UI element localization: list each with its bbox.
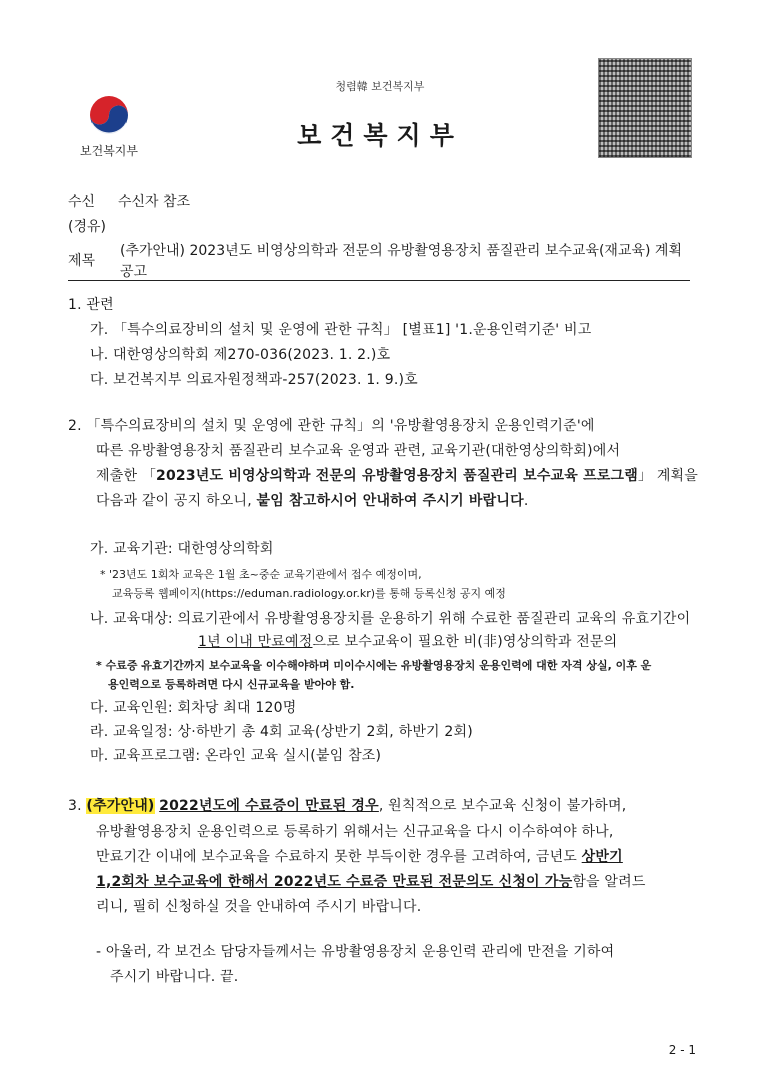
recipient-value: 수신자 참조 bbox=[118, 194, 191, 210]
qr-code bbox=[598, 58, 692, 158]
header-divider bbox=[68, 280, 690, 281]
closing-line-1: - 아울러, 각 보건소 담당자들께서는 유방촬영용장치 운용인력 관리에 만전을 기하여 bbox=[96, 944, 615, 960]
item-ma: 마. 교육프로그램: 온라인 교육 실시(붙임 참조) bbox=[90, 748, 382, 764]
section1-item: 가. 「특수의료장비의 설치 및 운영에 관한 규칙」 [별표1] '1.운용인력기준' 비고 bbox=[90, 322, 592, 338]
request-emphasis: 붙임 참고하시어 안내하여 주시기 바랍니다 bbox=[256, 493, 524, 509]
slogan: 청렴韓 보건복지부 bbox=[335, 80, 425, 93]
subject-line-2: 공고 bbox=[120, 264, 148, 280]
note-ga-2: 교육등록 웹페이지(https://eduman.radiology.or.kr)를 통해 등록신청 공지 예정 bbox=[112, 587, 506, 600]
section3-line: 만료기간 이내에 보수교육을 수료하지 못한 부득이한 경우를 고려하여, 금년도 상반기 bbox=[96, 849, 623, 865]
logo-label: 보건복지부 bbox=[80, 144, 138, 158]
section3-line: 유방촬영용장치 운용인력으로 등록하기 위해서는 신규교육을 다시 이수하여야 하나, bbox=[96, 824, 614, 840]
item-ra: 라. 교육일정: 상·하반기 총 4회 교육(상반기 2회, 하반기 2회) bbox=[90, 724, 473, 740]
section2-line: 2. 「특수의료장비의 설치 및 운영에 관한 규칙」의 '유방촬영용장치 운용인력기준'에 bbox=[68, 418, 595, 434]
subject-line-1: (추가안내) 2023년도 비영상의학과 전문의 유방촬영용장치 품질관리 보수교육(재교육) 계획 bbox=[120, 243, 682, 259]
section2-line: 다음과 같이 공지 하오니, 붙임 참고하시어 안내하여 주시기 바랍니다. bbox=[96, 493, 529, 509]
section3-line: 3. (추가안내) 2022년도에 수료증이 만료된 경우, 원칙적으로 보수교육 신청이 불가하며, bbox=[68, 798, 627, 814]
section1-heading: 1. 관련 bbox=[68, 297, 114, 313]
section3-line: 1,2회차 보수교육에 한해서 2022년도 수료증 만료된 전문의도 신청이 가능함을 알려드 bbox=[96, 874, 646, 890]
expired-case: 2022년도에 수료증이 만료된 경우 bbox=[159, 798, 379, 814]
closing-line-2: 주시기 바랍니다. 끝. bbox=[110, 969, 239, 985]
warning-line-2: 용인력으로 등록하려면 다시 신규교육을 받아야 함. bbox=[108, 678, 355, 691]
via-label: (경유) bbox=[68, 219, 106, 235]
program-title: 2023년도 비영상의학과 전문의 유방촬영용장치 품질관리 보수교육 프로그램 bbox=[156, 468, 638, 484]
item-da: 다. 교육인원: 회차당 최대 120명 bbox=[90, 700, 297, 716]
item-ga: 가. 교육기관: 대한영상의학회 bbox=[90, 541, 274, 557]
additional-notice-highlight: (추가안내) bbox=[86, 798, 155, 814]
org-title: 보건복지부 bbox=[297, 121, 463, 150]
section2-line: 제출한 「2023년도 비영상의학과 전문의 유방촬영용장치 품질관리 보수교육 프로그램」 계획을 bbox=[96, 468, 698, 484]
eligibility-note: 1,2회차 보수교육에 한해서 2022년도 수료증 만료된 전문의도 신청이 가능 bbox=[96, 874, 573, 890]
expiry-note: 1년 이내 만료예정 bbox=[198, 634, 313, 650]
recipient-label: 수신 bbox=[68, 194, 96, 210]
section3-line: 리니, 필히 신청하실 것을 안내하여 주시기 바랍니다. bbox=[96, 899, 422, 915]
section1-item: 나. 대한영상의학회 제270-036(2023. 1. 2.)호 bbox=[90, 347, 391, 363]
warning-line-1: * 수료증 유효기간까지 보수교육을 이수해야하며 미이수시에는 유방촬영용장치 운용인력에 대한 자격 상실, 이후 운 bbox=[96, 659, 652, 672]
note-ga-1: * '23년도 1회차 교육은 1월 초~중순 교육기관에서 접수 예정이며, bbox=[100, 568, 422, 581]
subject-label: 제목 bbox=[68, 253, 96, 269]
item-na-1: 나. 교육대상: 의료기관에서 유방촬영용장치를 운용하기 위해 수료한 품질관리 교육의 유효기간이 bbox=[90, 611, 691, 627]
section2-line: 따른 유방촬영용장치 품질관리 보수교육 운영과 관련, 교육기관(대한영상의학회)에서 bbox=[96, 443, 621, 459]
item-na-2: 1년 이내 만료예정으로 보수교육이 필요한 비(非)영상의학과 전문의 bbox=[198, 634, 618, 650]
page-number: 2 - 1 bbox=[668, 1043, 696, 1057]
section1-item: 다. 보건복지부 의료자원정책과-257(2023. 1. 9.)호 bbox=[90, 372, 418, 388]
